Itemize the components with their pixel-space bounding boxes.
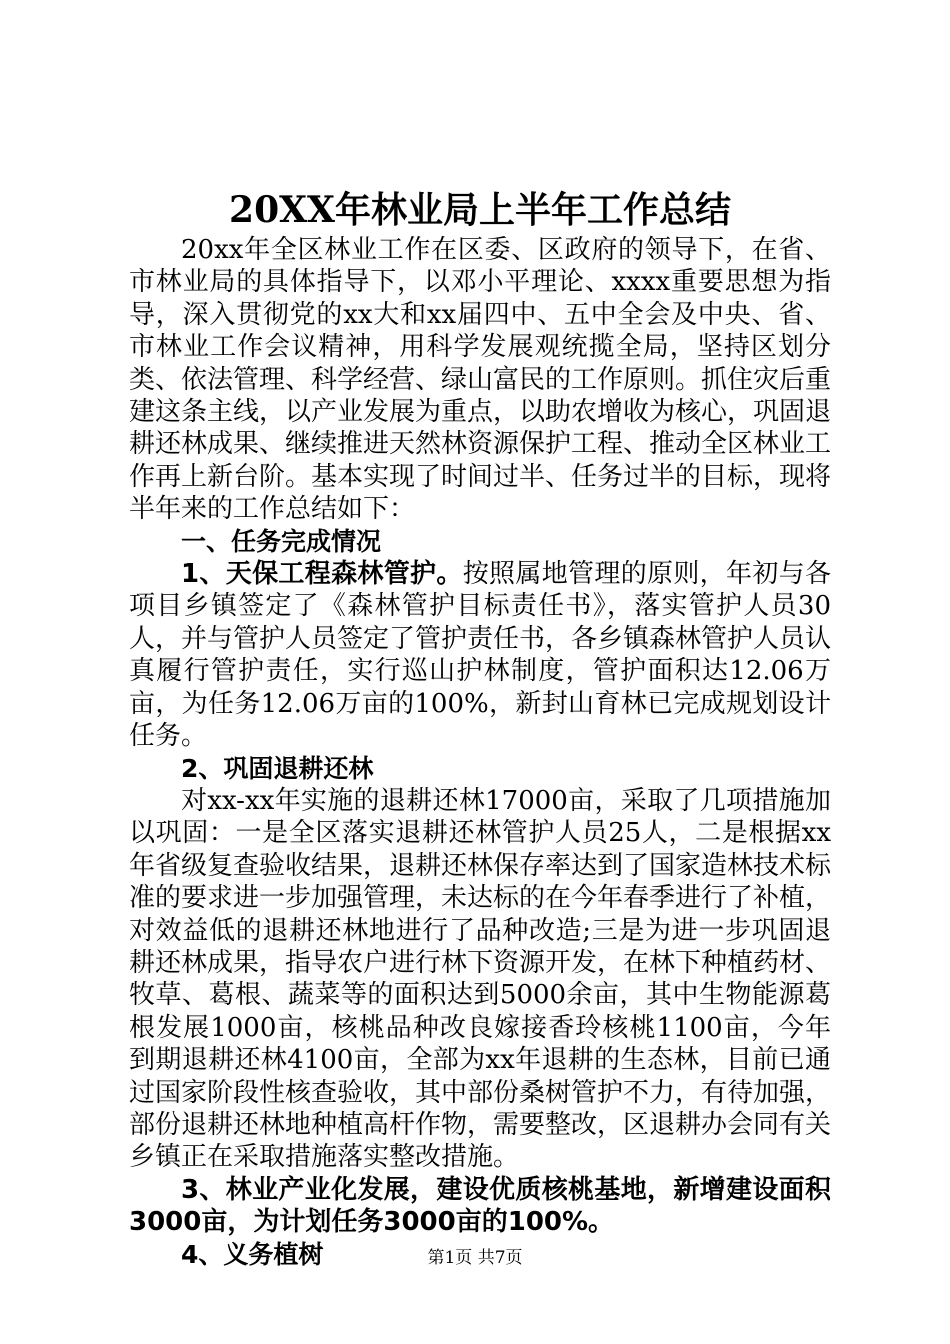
item-2-heading: 2、巩固退耕还林 [181,753,374,783]
item-2-paragraph: 对xx-xx年实施的退耕还林17000亩，采取了几项措施加以巩固：一是全区落实退耕还林管护人员25人，二是根据xx年省级复查验收结果，退耕还林保存率达到了国家造林技术标准的要求进一步加强管理，未达标的在今年春季进行了补植，对效益低的退耕还林地进行了品种改造;三是为进一步巩固退耕还林成果，指导农户进行林下资源开发，在林下种植药材、牧草、葛根、蔬菜等的面积达到5000余亩，其中生物能源葛根发展1000亩，核桃品种改良嫁接香玲核桃1100亩，今年到期退耕还林4100亩，全部为xx年退耕的生态林，目前已通过国家阶段性核查验收，其中部份桑树管护不力，有待加强，部份退耕还林地种植高杆作物，需要整改，区退耕办会同有关乡镇正在采取措施落实整改措施。 [129,785,832,1173]
item-3-paragraph: 3、林业产业化发展，建设优质核桃基地，新增建设面积3000亩，为计划任务3000亩的100%。 [129,1174,831,1238]
item-1-body: 按照属地管理的原则，年初与各项目乡镇签定了《森林管护目标责任书》，落实管护人员30人，并与管护人员签定了管护责任书，各乡镇森林管护人员认真履行管护责任，实行巡山护林制度，管护面积达12.06万亩，为任务12.06万亩的100%，新封山育林已完成规划设计任务。 [129,559,832,752]
item-1-lead: 1、天保工程森林管护。 [181,559,463,590]
document-title: 20XX年林业局上半年工作总结 [229,189,731,231]
document-page [129,186,831,1271]
page-number-footer: 第1页 共7页 [427,1248,523,1268]
item-1-paragraph [129,558,831,752]
section-heading-task-completion: 一、任务完成情况 [181,526,382,556]
item-4-heading: 4、义务植树 [181,1239,324,1269]
intro-paragraph: 20xx年全区林业工作在区委、区政府的领导下，在省、市林业局的具体指导下，以邓小平理论、xxxx重要思想为指导，深入贯彻党的xx大和xx届四中、五中全会及中央、省、市林业工作会议精神，用科学发展观统揽全局，坚持区划分类、依法管理、科学经营、绿山富民的工作原则。抓住灾后重建这条主线，以产业发展为重点，以助农增收为核心，巩固退耕还林成果、继续推进天然林资源保护工程、推动全区林业工作再上新台阶。基本实现了时间过半、任务过半的目标，现将半年来的工作总结如下： [129,235,832,525]
